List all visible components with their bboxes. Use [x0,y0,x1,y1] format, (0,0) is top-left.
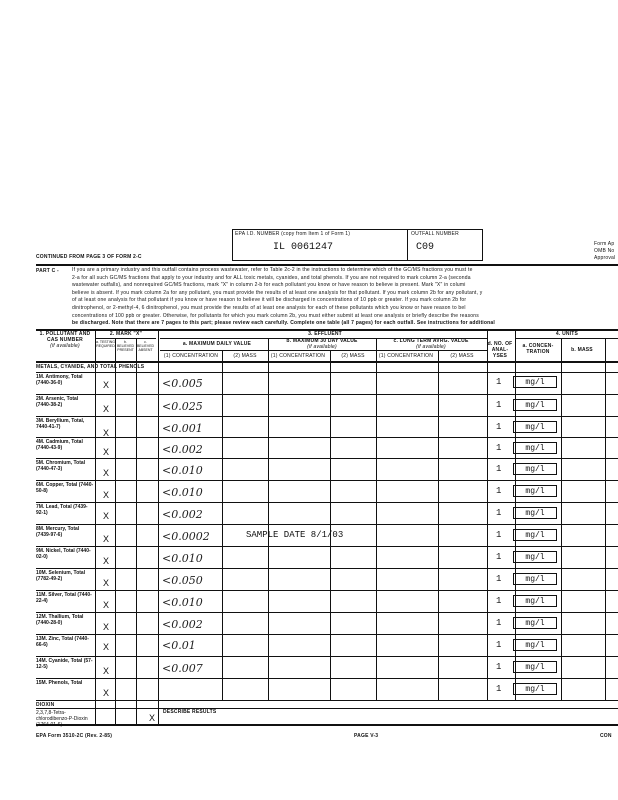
mark-x[interactable]: X [103,404,110,414]
believed-present-header: b. BELIEVED PRESENT [116,340,135,352]
long-term-note: (if available) [416,344,446,350]
unit-conc[interactable]: mg/l [513,507,557,519]
pollutant-name: 3M. Beryllium, Total, 7440-41-7) [36,418,85,430]
dioxin-results-label: DESCRIBE RESULTS [163,709,217,715]
sub-conc-1: (1) CONCENTRATION [163,353,219,359]
row-rule [36,656,618,657]
unit-conc[interactable]: mg/l [513,661,557,673]
max-daily-conc[interactable]: <0.005 [162,377,203,390]
pollutant-name: 8M. Mercury, Total (7439-97-6) [36,526,80,538]
header-bottom-rule [36,361,618,363]
max-30-header [268,338,376,350]
outfall-value: C09 [416,242,435,253]
part-c-line: concentrations of 100 ppb or greater. Otherwise, for pollutants for which you mark column 2b, you must either submit at least one analysis or briefly describe the reasons [72,312,479,319]
mark-x[interactable]: X [103,642,110,652]
long-term-header [376,338,486,350]
sub-conc-2: (1) CONCENTRATION [270,353,326,359]
mark-x[interactable]: X [103,534,110,544]
unit-conc[interactable]: mg/l [513,399,557,411]
mark-x[interactable]: X [103,556,110,566]
unit-conc[interactable]: mg/l [513,683,557,695]
max-daily-conc[interactable]: <0.002 [162,618,203,631]
unit-conc[interactable]: mg/l [513,551,557,563]
sub-mass-1: (2) MASS [233,353,257,359]
no-of-analyses[interactable]: 1 [496,377,502,387]
no-of-analyses[interactable]: 1 [496,662,502,672]
mark-x[interactable]: X [103,447,110,457]
form-approved-1: Form Ap [594,241,615,247]
believed-absent-header: c. BELIEVED ABSENT [136,340,155,352]
epa-id-label: EPA I.D. NUMBER (copy from Item 1 of Form 1) [235,231,351,237]
dioxin-name: 2,3,7,8-Tetra-chlorodibenzo-P-Dioxin (1764-01-6) [36,710,88,728]
col-pollutant-header [36,331,94,349]
col-mark-sub [96,339,156,361]
grid-v [376,338,377,700]
no-of-analyses[interactable]: 1 [496,486,502,496]
header-rule-1 [96,338,156,339]
max-daily-conc[interactable]: <0.002 [162,443,203,456]
max-daily-conc[interactable]: <0.025 [162,400,203,413]
mark-x[interactable]: X [103,468,110,478]
part-c-line: believe is absent. If you mark column 2a for any pollutant, you must provide the results of at least one analysis for that pollutant. If you mark column 2b for any pollutant, y [72,289,483,296]
row-rule [36,700,618,701]
form-approved-3: Approval [594,255,616,261]
row-rule [36,437,618,438]
unit-conc[interactable]: mg/l [513,442,557,454]
row-rule [36,502,618,503]
row-rule [36,678,618,679]
row-rule [36,394,618,395]
mark-x[interactable]: X [103,490,110,500]
header-rule-3 [516,338,618,339]
max-daily-conc[interactable]: <0.0002 [162,530,210,543]
grid-v [158,329,159,724]
part-c-text [72,267,618,328]
max-daily-conc[interactable]: <0.010 [162,596,203,609]
row-rule [36,458,618,459]
unit-conc[interactable]: mg/l [513,595,557,607]
units-conc-header: a. CONCEN- TRATION [522,343,554,355]
no-of-analyses[interactable]: 1 [496,508,502,518]
no-of-analyses[interactable]: 1 [496,400,502,410]
mark-x[interactable]: X [103,380,110,390]
col-pollutant-note: (if available) [50,343,80,349]
no-of-analyses[interactable]: 1 [496,574,502,584]
col-effluent-header: 3. EFFLUENT [308,331,342,337]
part-c-line: dinitrophenol, or 2-methyl-4, 6 dinitrophenol, you must provide the results of at least one analysis for each of these pollutants which you know or have reason to bel [72,304,466,311]
mark-x[interactable]: X [103,428,110,438]
no-analyses-header: d. NO. OF ANAL- YSES [487,341,513,359]
no-of-analyses[interactable]: 1 [496,552,502,562]
col-pollutant-title: 1. POLLUTANT AND CAS NUMBER [39,331,91,343]
unit-conc[interactable]: mg/l [513,617,557,629]
grid-v [136,339,137,724]
footer-page: PAGE V-3 [354,733,379,739]
col-units-header: 4. UNITS [555,331,579,337]
part-c-line: wastewater outfalls), and nonrequired GC/MS fractions, mark "X" in column 2-b for each pollutant you know or have reason to believe is present. Mark "X" in columi [72,282,466,289]
pollutant-name: 14M. Cyanide, Total (57-12-5) [36,658,93,670]
pollutant-name: 9M. Nickel, Total (7440-02-0) [36,548,91,560]
max-daily-conc[interactable]: <0.050 [162,574,203,587]
no-of-analyses[interactable]: 1 [496,422,502,432]
max-daily-conc[interactable]: <0.01 [162,639,196,652]
max-daily-conc[interactable]: <0.010 [162,464,203,477]
max-daily-conc[interactable]: <0.010 [162,552,203,565]
grid-v [438,350,439,700]
pollutant-name: 13M. Zinc, Total (7440-66-6) [36,636,89,648]
epa-id-box [232,229,408,261]
row-rule [36,634,618,635]
no-of-analyses[interactable]: 1 [496,618,502,628]
footer-continued: CON [600,733,612,739]
unit-conc[interactable]: mg/l [513,573,557,585]
sub-mass-3: (2) MASS [450,353,474,359]
long-term-title: c. LONG TERM AVRG. VALUE [393,338,469,344]
pollutant-name: 15M. Phenols, Total [36,680,83,686]
row-rule [36,612,618,613]
section-metals: METALS, CYANIDE, AND TOTAL PHENOLS [36,364,145,370]
pollutant-name: 7M. Lead, Total (7439-92-1) [36,504,88,516]
sub-mass-2: (2) MASS [341,353,365,359]
part-c-line: of at least one analysis for that pollutant if you know or have reason to believe it will be discharged in concentrations of 10 ppb or greater. If you mark column 2b for [72,297,467,304]
dioxin-rule [36,708,618,709]
grid-v [115,339,116,724]
dioxin-mark-x[interactable]: X [149,713,156,723]
header-rule-2 [160,338,488,339]
max-daily-conc[interactable]: <0.010 [162,486,203,499]
section-dioxin: DIOXIN [36,702,55,708]
grid-v [561,338,562,700]
unit-conc[interactable]: mg/l [513,529,557,541]
unit-conc[interactable]: mg/l [513,421,557,433]
unit-conc[interactable]: mg/l [513,463,557,475]
max-daily-conc[interactable]: <0.001 [162,422,203,435]
sample-date: SAMPLE DATE 8/1/03 [246,530,344,540]
no-of-analyses[interactable]: 1 [496,596,502,606]
pollutant-name: 11M. Silver, Total (7440-22-4) [36,592,92,604]
continued-label: CONTINUED FROM PAGE 3 OF FORM 2-C [36,254,142,260]
row-rule [36,524,618,525]
mark-x[interactable]: X [103,622,110,632]
max-30-note: (if available) [307,344,337,350]
max-daily-header: a. MAXIMUM DAILY VALUE [182,341,252,347]
unit-conc[interactable]: mg/l [513,485,557,497]
pollutant-name: 6M. Copper, Total (7440-50-8) [36,482,94,494]
top-rule [36,264,618,266]
row-rule [36,590,618,591]
sub-conc-3: (1) CONCENTRATION [378,353,434,359]
row-rule [36,480,618,481]
no-of-analyses[interactable]: 1 [496,443,502,453]
pollutant-name: 4M. Cadmium, Total (7440-43-9) [36,439,83,451]
no-of-analyses[interactable]: 1 [496,640,502,650]
pollutant-name: 10M. Selenium, Total (7782-49-2) [36,570,86,582]
form-approved-2: OMB No [594,248,615,254]
mark-x[interactable]: X [103,666,110,676]
row-rule [36,416,618,417]
col-mark-header: 2. MARK "X" [109,331,143,337]
pollutant-name: 12M. Thallium, Total (7440-28-0) [36,614,84,626]
mark-x[interactable]: X [103,600,110,610]
unit-conc[interactable]: mg/l [513,639,557,651]
grid-v [330,350,331,700]
units-mass-header: b. MASS [571,347,593,353]
part-c-line: 2-a for all such GC/MS fractions that apply to your industry and for ALL toxic metals, cyanides, and total phenols. If you are not required to mark column 2-a (seconda [72,274,471,281]
grid-v [605,338,606,700]
epa-id-value: IL 0061247 [273,242,334,253]
row-rule [36,568,618,569]
grid-v [268,338,269,700]
grid-v [95,329,96,724]
outfall-box [407,229,483,261]
part-c-line: If you are a primary industry and this outfall contains process wastewater, refer to Table 2c-2 in the instructions to determine which of the GC/MS fractions you must te [72,267,473,273]
outfall-label: OUTFALL NUMBER [411,231,459,237]
pollutant-name: 2M. Arsenic, Total (7440-38-2) [36,396,79,408]
footer-form-number: EPA Form 3510-2C (Rev. 2-85) [36,733,113,739]
max-30-title: b. MAXIMUM 30 DAY VALUE [286,338,358,344]
no-of-analyses[interactable]: 1 [496,684,502,694]
row-rule [36,546,618,547]
mark-x[interactable]: X [103,688,110,698]
table-bottom-rule [36,724,618,726]
no-of-analyses[interactable]: 1 [496,464,502,474]
mark-x[interactable]: X [103,578,110,588]
section-rule [36,372,618,373]
max-daily-conc[interactable]: <0.002 [162,508,203,521]
no-of-analyses[interactable]: 1 [496,530,502,540]
pollutant-name: 5M. Chromium, Total (7440-47-3) [36,460,86,472]
testing-required-header: a. TESTING REQUIRED [96,340,115,348]
unit-conc[interactable]: mg/l [513,376,557,388]
mark-x[interactable]: X [103,511,110,521]
part-c-line: be discharged. Note that there are 7 pages to this part; please review each carefully. Complete one table (all 7 pages) for each outfall. See instructions for additional [72,320,495,327]
pollutant-name: 1M. Antimony, Total (7440-36-0) [36,374,83,386]
max-daily-conc[interactable]: <0.007 [162,662,203,675]
part-c-label: PART C - [36,268,59,274]
grid-v [487,329,488,700]
